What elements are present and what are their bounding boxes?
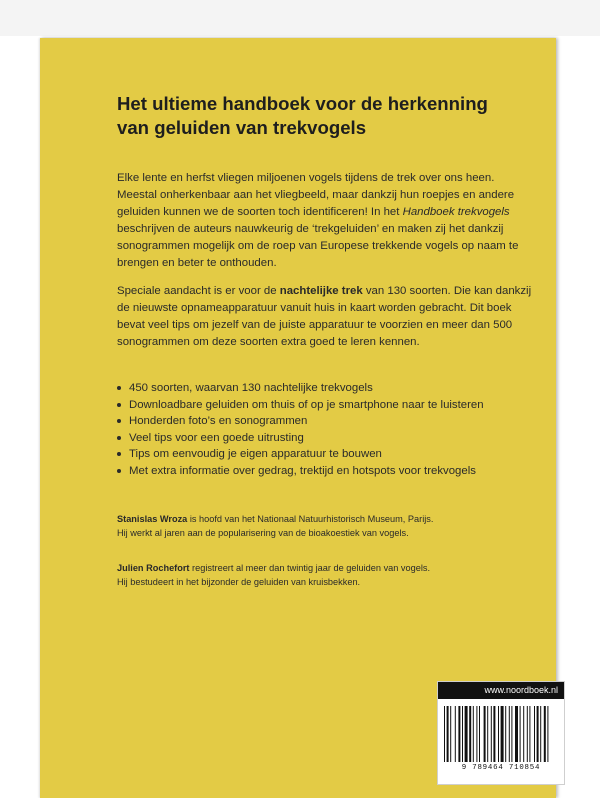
barcode-bar xyxy=(501,706,504,762)
isbn-number: 9 789464 710854 xyxy=(461,764,541,772)
headline-line-2: van geluiden van trekvogels xyxy=(117,117,367,138)
feature-item: Tips om eenvoudig je eigen apparatuur te bouwen xyxy=(117,446,537,463)
feature-item: Met extra informatie over gedrag, trektijd en hotspots voor trekvogels xyxy=(117,463,537,480)
barcode-bar xyxy=(520,706,521,762)
bullet-icon xyxy=(117,386,121,390)
focus-highlight: nachtelijke trek xyxy=(279,285,363,297)
feature-item: 450 soorten, waarvan 130 nachtelijke trekvogels xyxy=(117,380,537,397)
barcode-bar xyxy=(547,706,548,762)
feature-list xyxy=(117,380,537,479)
barcode-bar xyxy=(473,706,474,762)
author-name: Stanislas Wroza xyxy=(117,514,188,524)
author-bio-1: Stanislas Wroza is hoofd van het Nationaal Natuurhistorisch Museum, Parijs. Hij werkt al jaren aan de popularisering van de bioakoestiek van vogels. xyxy=(117,514,434,538)
barcode-bar xyxy=(540,706,541,762)
barcode-bar xyxy=(515,706,518,762)
author-bio-2: Julien Rochefort registreert al meer dan twintig jaar de geluiden van vogels. Hij bestudeert in het bijzonder de geluiden van kruisbekken. xyxy=(117,563,431,587)
publisher-url: www.noordboek.nl xyxy=(438,682,564,699)
bullet-icon xyxy=(117,436,121,440)
bullet-icon xyxy=(117,403,121,407)
barcode-bar xyxy=(505,706,506,762)
barcode-bar xyxy=(487,706,488,762)
barcode-bar xyxy=(523,706,524,762)
barcode-bar xyxy=(537,706,539,762)
barcode-bar xyxy=(458,706,460,762)
barcode-bar xyxy=(479,706,480,762)
barcode-bar xyxy=(509,706,510,762)
headline-line-1: Het ultieme handboek voor de herkenning xyxy=(117,93,488,114)
barcode-bar xyxy=(462,706,463,762)
barcode-bar xyxy=(476,706,477,762)
author-name: Julien Rochefort xyxy=(117,563,190,573)
intro-text-1: Elke lente en herfst vliegen miljoenen vogels tijdens de trek over ons heen. Meestal onherkenbaar aan het vliegbeeld, maar dankzij hun roepjes en andere geluiden kunnen we de soorten toch identificeren! In het xyxy=(117,172,515,218)
barcode-bar xyxy=(447,706,449,762)
barcode-bar xyxy=(455,706,456,762)
barcode-bar xyxy=(498,706,499,762)
barcode-bar xyxy=(491,706,492,762)
barcode-bar xyxy=(544,706,546,762)
barcode-bar xyxy=(527,706,528,762)
back-cover xyxy=(40,38,556,798)
focus-text-2: van 130 soorten. Die kan dankzij de nieuwste opnameapparatuur vanuit huis in kaart worden gebracht. Dit boek bevat veel tips om jezelf van de juiste apparatuur te voorzien en meer dan 500 sonogrammen om deze soorten extra goed te leren kennen. xyxy=(117,285,532,348)
book-title: Handboek trekvogels xyxy=(402,206,510,218)
barcode-bar xyxy=(534,706,535,762)
barcode-bar xyxy=(511,706,512,762)
barcode-bar xyxy=(469,706,471,762)
barcode-icon xyxy=(444,706,558,762)
feature-item: Downloadbare geluiden om thuis of op je smartphone naar te luisteren xyxy=(117,397,537,414)
headline xyxy=(117,92,537,140)
barcode-bar xyxy=(465,706,468,762)
bullet-icon xyxy=(117,469,121,473)
barcode-bar xyxy=(484,706,486,762)
bullet-icon xyxy=(117,452,121,456)
barcode-block xyxy=(437,681,565,785)
barcode-bar xyxy=(450,706,451,762)
focus-text-1: Speciale aandacht is er voor de xyxy=(117,285,280,297)
intro-paragraph xyxy=(117,170,537,272)
feature-item: Honderden foto’s en sonogrammen xyxy=(117,413,537,430)
feature-item: Veel tips voor een goede uitrusting xyxy=(117,430,537,447)
barcode-bar xyxy=(529,706,530,762)
bullet-icon xyxy=(117,419,121,423)
intro-text-2: beschrijven de auteurs nauwkeurig de ‘trekgeluiden’ en maken zij het dankzij sonogrammen mogelijk om de roep van Europese trekkende vogels op naam te brengen en beter te onthouden. xyxy=(117,223,519,269)
barcode-bar xyxy=(493,706,495,762)
focus-paragraph xyxy=(117,283,537,351)
barcode-bar xyxy=(444,706,445,762)
page-margin-top xyxy=(0,0,600,36)
